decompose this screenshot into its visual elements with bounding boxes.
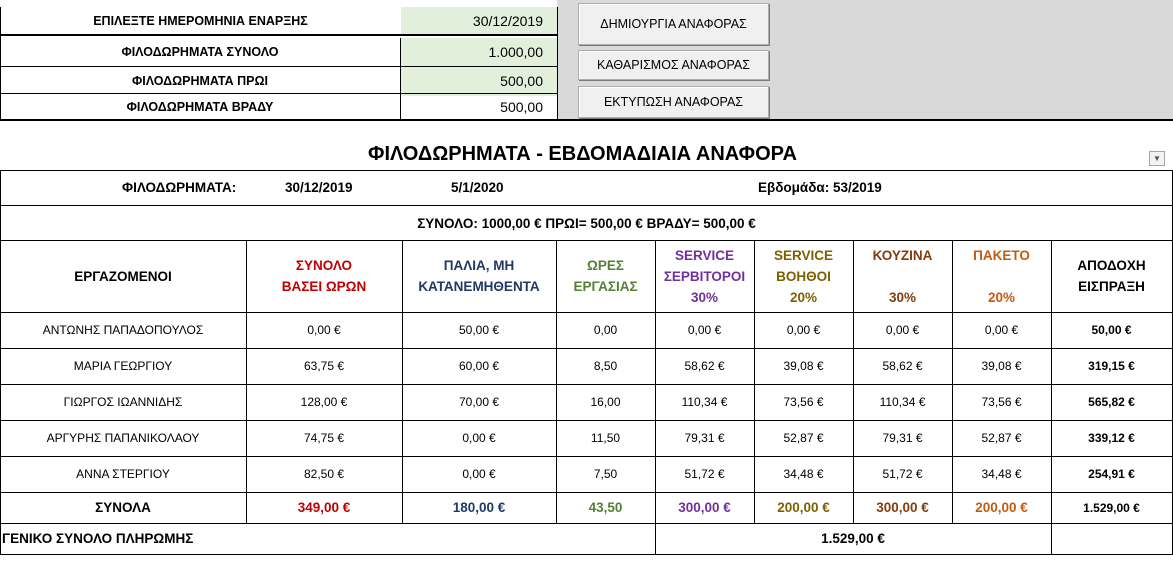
column-header-line: ΩΡΕΣ [587,258,624,273]
start-date-field[interactable]: 30/12/2019 [401,7,557,34]
employee-name: ΑΝΝΑ ΣΤΕΡΓΙΟΥ [76,467,170,481]
column-header-line [853,266,952,287]
total-cell: 300,00 € [876,500,929,515]
column-header [1051,255,1172,297]
table-cell: 7,50 [593,467,618,481]
divider [0,312,1173,313]
column-header-line: ΑΠΟΔΟΧΗ [1077,258,1146,273]
clear-report-button[interactable]: ΚΑΘΑΡΙΣΜΟΣ ΑΝΑΦΟΡΑΣ [578,50,769,80]
table-cell: 82,50 € [303,467,345,481]
table-cell: 39,08 € [981,359,1022,373]
table-cell: 16,00 [590,395,621,409]
table-cell: 63,75 € [303,359,345,373]
employee-name: ΓΙΩΡΓΟΣ ΙΩΑΝΝΙΔΗΣ [63,395,183,409]
table-cell: 339,12 € [1088,431,1135,445]
table-cell: 50,00 € [458,323,500,337]
input-panel-border [0,7,1,119]
tips-total-field[interactable]: 1.000,00 [401,38,557,66]
table-cell: 0,00 € [462,431,496,445]
tips-morning-label: ΦΙΛΟΔΩΡΗΜΑΤΑ ΠΡΩΙ [0,67,401,96]
divider [0,554,1173,555]
table-cell: 0,00 € [687,323,722,337]
table-cell: 0,00 [593,323,618,337]
tips-morning-row [0,67,557,96]
column-header-line: ΒΟΗΘΟΙ [776,268,831,284]
table-cell: 52,87 € [783,431,824,445]
table-cell: 128,00 € [300,395,348,409]
column-header-line: 30% [690,289,719,305]
table-cell: 34,48 € [783,467,824,481]
column-header-line: ΒΑΣΕΙ ΩΡΩΝ [281,279,367,294]
divider [0,420,1173,421]
table-cell: 50,00 € [1091,323,1132,337]
column-header-line: 30% [888,289,917,305]
total-cell: 300,00 € [678,500,731,515]
total-cell: 200,00 € [777,500,830,515]
table-cell: 51,72 € [882,467,923,481]
table-cell: 0,00 € [885,323,920,337]
period-label: ΦΙΛΟΔΩΡΗΜΑΤΑ: [122,180,237,195]
table-cell: 34,48 € [981,467,1022,481]
employee-name: ΑΡΓΥΡΗΣ ΠΑΠΑΝΙΚΟΛΑΟΥ [46,431,200,445]
column-header-line: ΕΡΓΑΖΟΜΕΝΟΙ [74,268,172,284]
tips-total-label: ΦΙΛΟΔΩΡΗΜΑΤΑ ΣΥΝΟΛΟ [0,38,401,66]
create-report-button[interactable]: ΔΗΜΙΟΥΡΓΙΑ ΑΝΑΦΟΡΑΣ [578,3,769,45]
table-cell: 319,15 € [1088,359,1135,373]
table-cell: 51,72 € [684,467,725,481]
period-start-date: 30/12/2019 [285,180,353,195]
table-cell: 110,34 € [879,395,926,409]
column-header [952,245,1051,308]
table-cell: 58,62 € [684,359,725,373]
table-cell: 565,82 € [1088,395,1135,409]
column-header-line: ΣΕΡΒΙΤΟΡΟΙ [663,268,746,284]
divider [0,170,1173,171]
table-cell: 0,00 € [307,323,341,337]
employee-name: ΜΑΡΙΑ ΓΕΩΡΓΙΟΥ [73,359,173,373]
week-number: Εβδομάδα: 53/2019 [758,180,882,195]
table-cell: 8,50 [593,359,618,373]
table-cell: 73,56 € [783,395,824,409]
table-cell: 110,34 € [681,395,728,409]
table-cell: 60,00 € [458,359,500,373]
tips-evening-row [0,93,557,119]
filter-dropdown-icon[interactable]: ▼ [1149,151,1165,166]
table-cell: 73,56 € [981,395,1022,409]
column-header [853,245,952,308]
table-cell: 11,50 [590,431,621,445]
column-header [754,245,853,308]
employee-name: ΑΝΤΩΝΗΣ ΠΑΠΑΔΟΠΟΥΛΟΣ [42,323,204,337]
table-cell: 74,75 € [303,431,345,445]
column-header-line: ΕΙΣΠΡΑΞΗ [1078,279,1145,294]
table-cell: 58,62 € [882,359,923,373]
column-header-line: 20% [789,289,818,305]
start-date-label: ΕΠΙΛΕΞΤΕ ΗΜΕΡΟΜΗΝΙΑ ΕΝΑΡΞΗΣ [93,14,308,28]
column-header-line: ΕΡΓΑΣΙΑΣ [573,279,638,294]
column-header [246,255,402,297]
column-header [655,245,754,308]
divider [0,240,1173,241]
table-cell: 0,00 € [786,323,821,337]
tips-evening-label: ΦΙΛΟΔΩΡΗΜΑΤΑ ΒΡΑΔΥ [0,94,401,119]
divider [0,119,1173,121]
table-cell: 0,00 € [984,323,1019,337]
table-cell: 0,00 € [462,467,496,481]
divider [0,348,1173,349]
column-header-line: ΚΟΥΖΙΝΑ [872,247,933,263]
column-header-line [952,266,1051,287]
total-cell: 1.529,00 € [1083,501,1140,515]
divider [0,523,1173,524]
total-cell: 180,00 € [452,500,506,515]
column-header [402,255,556,297]
period-end-date: 5/1/2020 [451,180,504,195]
column-header-line: ΠΑΚΕΤΟ [973,247,1030,263]
divider [0,492,1173,493]
print-report-button[interactable]: ΕΚΤΥΠΩΣΗ ΑΝΑΦΟΡΑΣ [578,86,769,118]
tips-summary: ΣΥΝΟΛΟ: 1000,00 € ΠΡΩΙ= 500,00 € ΒΡΑΔΥ= 500,00 € [417,216,756,231]
column-header-line: ΣΥΝΟΛΟ [295,258,353,273]
table-cell: 52,87 € [981,431,1022,445]
column-header-line: 20% [987,289,1016,305]
totals-label: ΣΥΝΟΛΑ [95,500,151,515]
total-cell: 200,00 € [975,500,1028,515]
tips-total-row [0,38,557,67]
table-cell: 254,91 € [1088,467,1135,481]
tips-morning-field[interactable]: 500,00 [401,67,557,96]
tips-evening-value: 500,00 [500,99,543,115]
column-header-line: SERVICE [773,247,834,263]
column-header [0,266,246,287]
total-cell: 349,00 € [297,500,351,515]
divider [0,384,1173,385]
column-header-line: ΠΑΛΙΑ, ΜΗ [443,258,515,273]
input-panel [0,0,557,119]
input-panel-border [557,7,558,119]
column-header-line: SERVICE [674,247,735,263]
divider [0,456,1173,457]
table-cell: 70,00 € [458,395,500,409]
grand-total-value: 1.529,00 € [821,531,885,546]
start-date-row [0,7,557,36]
column-header-line: ΚΑΤΑΝΕΜΗΘΕΝΤΑ [418,279,540,294]
grand-total-label: ΓΕΝΙΚΟ ΣΥΝΟΛΟ ΠΛΗΡΩΜΗΣ [2,531,194,546]
report-title: ΦΙΛΟΔΩΡΗΜΑΤΑ - ΕΒΔΟΜΑΔΙΑΙΑ ΑΝΑΦΟΡΑ [368,143,797,165]
divider [0,205,1173,206]
table-cell: 79,31 € [882,431,923,445]
table-cell: 79,31 € [684,431,725,445]
column-header [556,255,655,297]
total-cell: 43,50 [588,500,623,515]
table-cell: 39,08 € [783,359,824,373]
